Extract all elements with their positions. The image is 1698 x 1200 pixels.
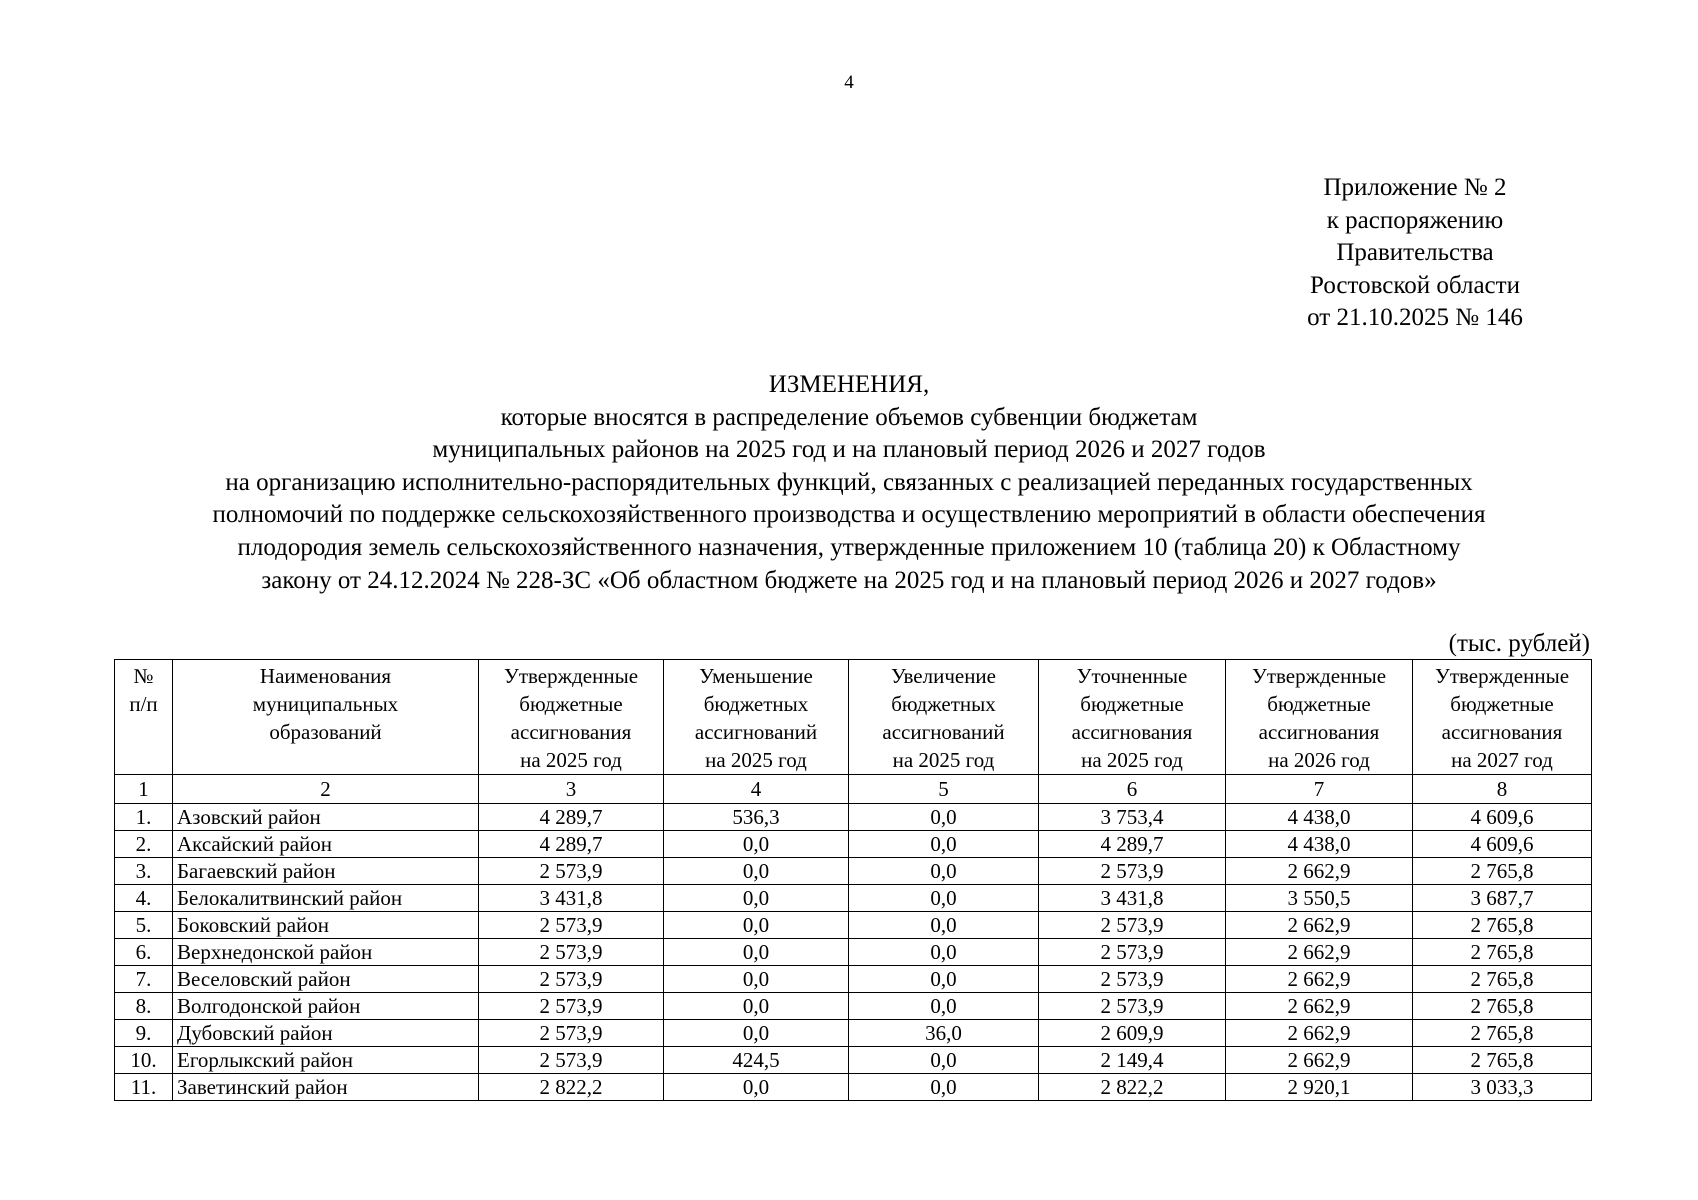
header-text-line: п/п: [129, 692, 158, 716]
increase-2025-cell: 0,0: [849, 966, 1039, 993]
decrease-2025-cell: 536,3: [664, 804, 849, 831]
header-text-line: ассигнования: [1071, 720, 1193, 744]
approved-2026-cell: 2 662,9: [1226, 993, 1413, 1020]
approved-2025-cell: 4 289,7: [479, 804, 664, 831]
approved-2026-cell: 2 662,9: [1226, 912, 1413, 939]
header-text-line: ассигнования: [1258, 720, 1380, 744]
table-row: [115, 804, 1592, 831]
appendix-line: от 21.10.2025 № 146: [1307, 304, 1523, 331]
district-name-cell: Веселовский район: [173, 966, 479, 993]
increase-2025-cell: 0,0: [849, 912, 1039, 939]
column-number-cell: 8: [1413, 775, 1592, 804]
header-refined-2025: [1039, 660, 1226, 775]
title-line: полномочий по поддержке сельскохозяйственного производства и осуществлению мероприятий в области обеспечения: [212, 501, 1486, 529]
refined-2025-cell: 2 149,4: [1039, 1047, 1226, 1074]
header-text-line: бюджетных: [891, 692, 996, 716]
refined-2025-cell: 3 753,4: [1039, 804, 1226, 831]
district-name-cell: Аксайский район: [173, 831, 479, 858]
header-text-line: на 2025 год: [520, 748, 622, 772]
title-line: закону от 24.12.2024 № 228-ЗС «Об областном бюджете на 2025 год и на плановый период 2026 и 2027 годов»: [261, 566, 1437, 594]
row-number-cell: 8.: [115, 993, 173, 1020]
header-text-line: бюджетные: [1267, 692, 1371, 716]
header-text-line: бюджетных: [703, 692, 809, 716]
increase-2025-cell: 0,0: [849, 1074, 1039, 1101]
decrease-2025-cell: 0,0: [664, 1020, 849, 1047]
table-row: [115, 993, 1592, 1020]
row-number-cell: 1.: [115, 804, 173, 831]
approved-2026-cell: 2 662,9: [1226, 939, 1413, 966]
approved-2027-cell: 3 033,3: [1413, 1074, 1592, 1101]
district-name-cell: Азовский район: [173, 804, 479, 831]
header-decrease-2025: [664, 660, 849, 775]
approved-2027-cell: 4 609,6: [1413, 804, 1592, 831]
decrease-2025-cell: 424,5: [664, 1047, 849, 1074]
refined-2025-cell: 2 822,2: [1039, 1074, 1226, 1101]
district-name-cell: Егорлыкский район: [173, 1047, 479, 1074]
approved-2025-cell: 2 573,9: [479, 939, 664, 966]
header-text-line: образований: [269, 720, 382, 744]
header-text-line: ассигнований: [694, 720, 818, 744]
header-text-line: на 2025 год: [892, 748, 995, 772]
refined-2025-cell: 2 573,9: [1039, 939, 1226, 966]
increase-2025-cell: 0,0: [849, 939, 1039, 966]
header-text-line: бюджетные: [1080, 692, 1184, 716]
table-row: [115, 966, 1592, 993]
approved-2026-cell: 3 550,5: [1226, 885, 1413, 912]
refined-2025-cell: 4 289,7: [1039, 831, 1226, 858]
header-text-line: №: [133, 664, 154, 688]
title-line: муниципальных районов на 2025 год и на плановый период 2026 и 2027 годов: [432, 436, 1266, 464]
header-text-line: муниципальных: [252, 692, 399, 716]
header-text-line: на 2026 год: [1268, 748, 1370, 772]
increase-2025-cell: 0,0: [849, 993, 1039, 1020]
document-title: [100, 369, 1598, 597]
table-row: [115, 885, 1592, 912]
title-line: плодородия земель сельскохозяйственного назначения, утвержденные приложением 10 (таблица 20) к Областному: [237, 533, 1461, 561]
header-text-line: Уменьшение: [699, 664, 813, 688]
approved-2025-cell: 2 573,9: [479, 966, 664, 993]
decrease-2025-cell: 0,0: [664, 939, 849, 966]
row-number-cell: 3.: [115, 858, 173, 885]
increase-2025-cell: 0,0: [849, 804, 1039, 831]
decrease-2025-cell: 0,0: [664, 912, 849, 939]
approved-2026-cell: 4 438,0: [1226, 804, 1413, 831]
subvention-table: [114, 659, 1592, 1101]
approved-2026-cell: 2 662,9: [1226, 966, 1413, 993]
column-number-cell: 4: [664, 775, 849, 804]
district-name-cell: Дубовский район: [173, 1020, 479, 1047]
header-text-line: Наименования: [259, 664, 392, 688]
refined-2025-cell: 2 573,9: [1039, 858, 1226, 885]
decrease-2025-cell: 0,0: [664, 885, 849, 912]
district-name-cell: Заветинский район: [173, 1074, 479, 1101]
approved-2027-cell: 2 765,8: [1413, 993, 1592, 1020]
title-line: которые вносятся в распределение объемов субвенции бюджетам: [500, 403, 1198, 431]
increase-2025-cell: 0,0: [849, 831, 1039, 858]
row-number-cell: 9.: [115, 1020, 173, 1047]
header-text-line: на 2025 год: [1081, 748, 1183, 772]
header-text-line: бюджетные: [1450, 692, 1554, 716]
district-name-cell: Верхнедонской район: [173, 939, 479, 966]
approved-2025-cell: 2 822,2: [479, 1074, 664, 1101]
district-name-cell: Волгодонской район: [173, 993, 479, 1020]
approved-2025-cell: 4 289,7: [479, 831, 664, 858]
appendix-line: Приложение № 2: [1323, 174, 1507, 201]
approved-2025-cell: 2 573,9: [479, 858, 664, 885]
refined-2025-cell: 3 431,8: [1039, 885, 1226, 912]
column-number-cell: 6: [1039, 775, 1226, 804]
increase-2025-cell: 36,0: [849, 1020, 1039, 1047]
increase-2025-cell: 0,0: [849, 1047, 1039, 1074]
page-number: 4: [844, 72, 854, 93]
approved-2025-cell: 2 573,9: [479, 993, 664, 1020]
table-row: [115, 939, 1592, 966]
column-number-cell: 5: [849, 775, 1039, 804]
approved-2025-cell: 3 431,8: [479, 885, 664, 912]
header-text-line: на 2025 год: [705, 748, 807, 772]
header-approved-2027: [1413, 660, 1592, 775]
header-text-line: Утвержденные: [503, 664, 639, 688]
column-number-cell: 2: [173, 775, 479, 804]
header-approved-2025: [479, 660, 664, 775]
column-number-cell: 1: [115, 775, 173, 804]
increase-2025-cell: 0,0: [849, 885, 1039, 912]
district-name-cell: Багаевский район: [173, 858, 479, 885]
header-name: [173, 660, 479, 775]
approved-2025-cell: 2 573,9: [479, 1020, 664, 1047]
decrease-2025-cell: 0,0: [664, 993, 849, 1020]
header-text-line: Утвержденные: [1434, 664, 1570, 688]
appendix-line: Ростовской области: [1310, 271, 1520, 299]
approved-2027-cell: 2 765,8: [1413, 858, 1592, 885]
row-number-cell: 11.: [115, 1074, 173, 1101]
district-name-cell: Белокалитвинский район: [173, 885, 479, 912]
header-text-line: ассигнований: [882, 720, 1005, 744]
row-number-cell: 4.: [115, 885, 173, 912]
appendix-line: к распоряжению: [1326, 206, 1504, 234]
table-row: [115, 1020, 1592, 1047]
header-text-line: Увеличение: [890, 664, 996, 688]
approved-2026-cell: 2 662,9: [1226, 1047, 1413, 1074]
table-row: [115, 912, 1592, 939]
approved-2027-cell: 2 765,8: [1413, 939, 1592, 966]
decrease-2025-cell: 0,0: [664, 966, 849, 993]
header-text-line: Уточненные: [1076, 664, 1188, 688]
table-header-row: [115, 660, 1592, 775]
decrease-2025-cell: 0,0: [664, 831, 849, 858]
header-number: [115, 660, 173, 775]
column-number-row: [115, 775, 1592, 804]
header-text-line: Утвержденные: [1251, 664, 1387, 688]
approved-2027-cell: 2 765,8: [1413, 1020, 1592, 1047]
district-name-cell: Боковский район: [173, 912, 479, 939]
approved-2026-cell: 2 920,1: [1226, 1074, 1413, 1101]
approved-2027-cell: 3 687,7: [1413, 885, 1592, 912]
header-text-line: бюджетные: [519, 692, 623, 716]
table-row: [115, 1074, 1592, 1101]
title-line: на организацию исполнительно-распорядительных функций, связанных с реализацией переданных государственных: [225, 468, 1473, 496]
approved-2025-cell: 2 573,9: [479, 1047, 664, 1074]
approved-2027-cell: 4 609,6: [1413, 831, 1592, 858]
appendix-line: Правительства: [1336, 239, 1494, 266]
units-label: (тыс. рублей): [1448, 630, 1590, 657]
approved-2026-cell: 4 438,0: [1226, 831, 1413, 858]
row-number-cell: 5.: [115, 912, 173, 939]
approved-2026-cell: 2 662,9: [1226, 858, 1413, 885]
row-number-cell: 7.: [115, 966, 173, 993]
header-increase-2025: [849, 660, 1039, 775]
approved-2027-cell: 2 765,8: [1413, 966, 1592, 993]
row-number-cell: 10.: [115, 1047, 173, 1074]
refined-2025-cell: 2 609,9: [1039, 1020, 1226, 1047]
row-number-cell: 6.: [115, 939, 173, 966]
appendix-block: [1240, 172, 1590, 335]
column-number-cell: 3: [479, 775, 664, 804]
refined-2025-cell: 2 573,9: [1039, 912, 1226, 939]
increase-2025-cell: 0,0: [849, 858, 1039, 885]
table-row: [115, 1047, 1592, 1074]
table-row: [115, 831, 1592, 858]
decrease-2025-cell: 0,0: [664, 858, 849, 885]
refined-2025-cell: 2 573,9: [1039, 993, 1226, 1020]
column-number-cell: 7: [1226, 775, 1413, 804]
decrease-2025-cell: 0,0: [664, 1074, 849, 1101]
header-text-line: ассигнования: [1441, 720, 1563, 744]
header-text-line: на 2027 год: [1451, 748, 1553, 772]
approved-2025-cell: 2 573,9: [479, 912, 664, 939]
approved-2026-cell: 2 662,9: [1226, 1020, 1413, 1047]
table-row: [115, 858, 1592, 885]
approved-2027-cell: 2 765,8: [1413, 912, 1592, 939]
row-number-cell: 2.: [115, 831, 173, 858]
table-body: [115, 804, 1592, 1101]
refined-2025-cell: 2 573,9: [1039, 966, 1226, 993]
header-approved-2026: [1226, 660, 1413, 775]
approved-2027-cell: 2 765,8: [1413, 1047, 1592, 1074]
header-text-line: ассигнования: [510, 720, 632, 744]
title-heading: ИЗМЕНЕНИЯ,: [768, 371, 930, 398]
